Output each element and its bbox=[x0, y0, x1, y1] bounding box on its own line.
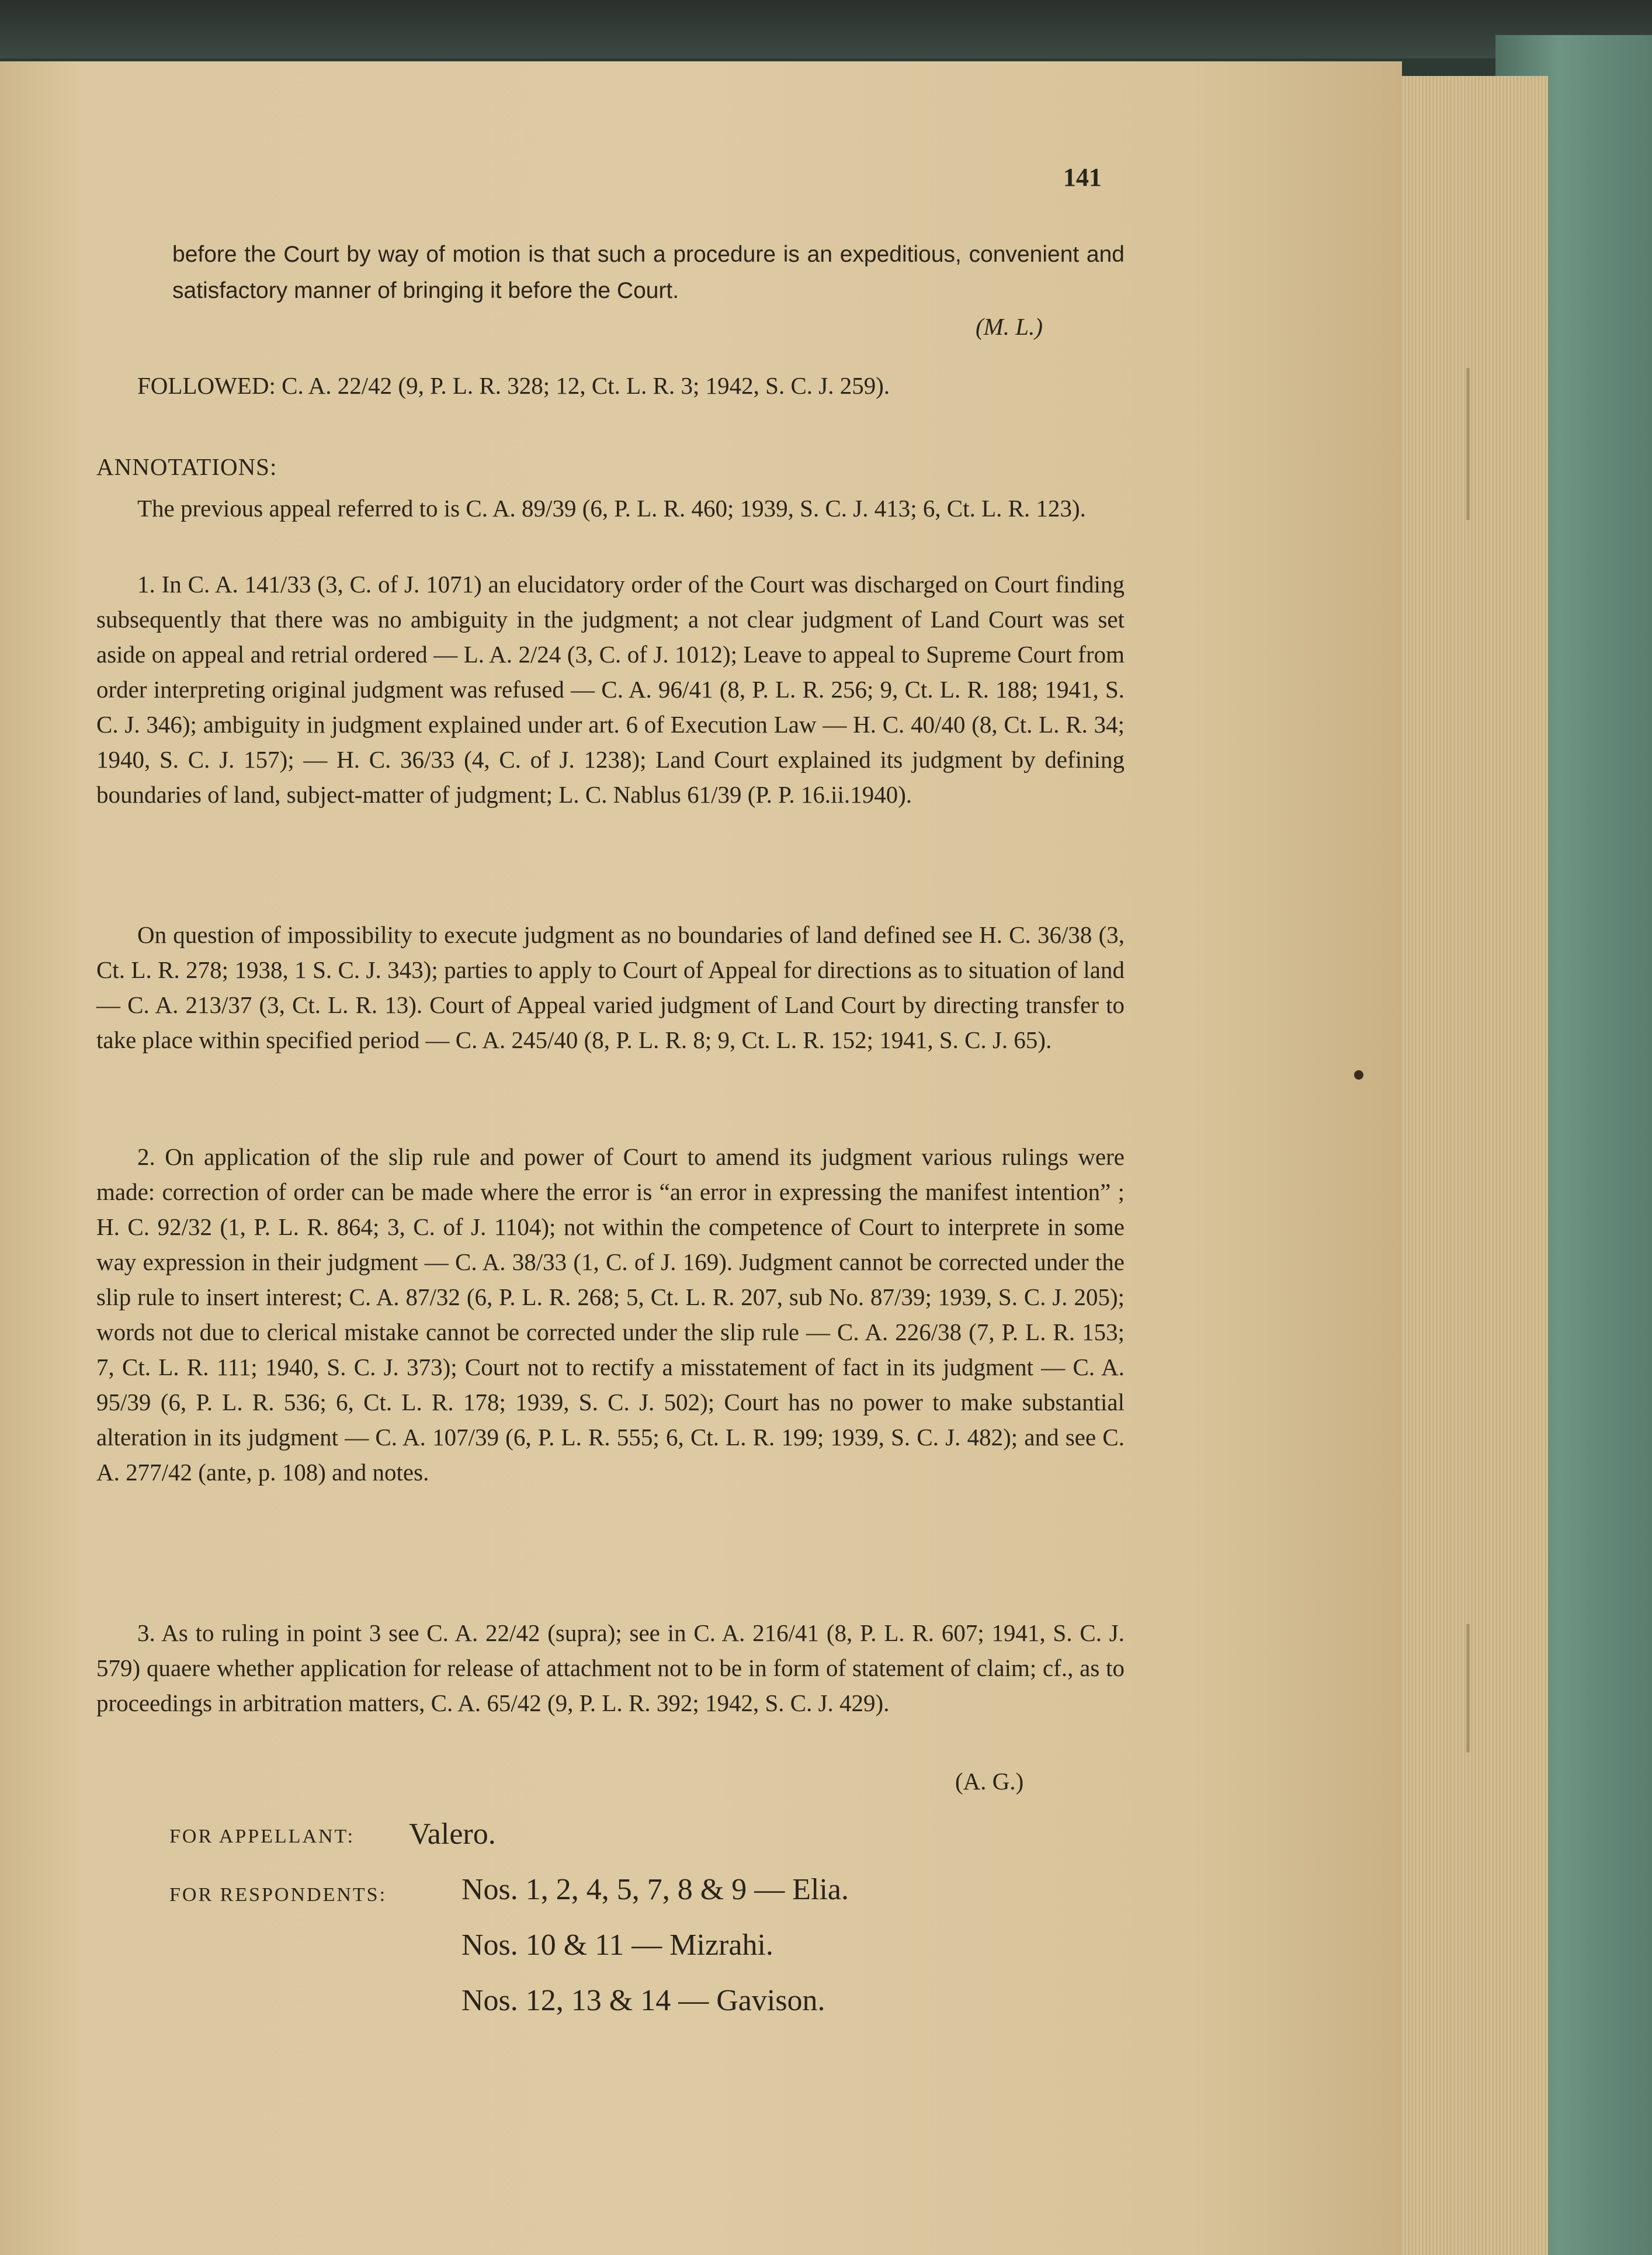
page-number: 141 bbox=[1063, 163, 1102, 192]
annotation-intro: The previous appeal referred to is C. A. 89/39 (6, P. L. R. 460; 1939, S. C. J. 413; 6, Ct. L. R. 123). bbox=[137, 495, 1086, 522]
paper-spot bbox=[1354, 1070, 1363, 1080]
followed-citation: FOLLOWED: C. A. 22/42 (9, P. L. R. 328; 12, Ct. L. R. 3; 1942, S. C. J. 259). bbox=[137, 372, 890, 399]
respondents-line: Nos. 10 & 11 — Mizrahi. bbox=[461, 1928, 773, 1962]
annotation-point-1: 1. In C. A. 141/33 (3, C. of J. 1071) an elucidatory order of the Court was discharged on Court finding subsequently that there was no ambiguity in the judgment; a not clear judgment of Land Court was set aside on appeal and retrial ordered — L. A. 2/24 (3, C. of J. 1012); Leave to appeal to Supreme Court from order interpreting original judgment was refused — C. A. 96/41 (8, P. L. R. 256; 9, Ct. L. R. 188; 1941, S. C. J. 346); ambiguity in judgment explained under art. 6 of Execution Law — H. C. 40/40 (8, Ct. L. R. 34; 1940, S. C. J. 157); — H. C. 36/33 (4, C. of J. 1238); Land Court explained its judgment by defining boundaries of land, subject-matter of judgment; L. C. Nablus 61/39 (P. P. 16.ii.1940). bbox=[96, 571, 1125, 808]
intro-initials: (M. L.) bbox=[976, 313, 1043, 340]
page-edge-mark bbox=[1466, 368, 1470, 520]
page-edges bbox=[1402, 76, 1548, 2255]
respondents-line: Nos. 1, 2, 4, 5, 7, 8 & 9 — Elia. bbox=[461, 1873, 849, 1906]
point-3-initials: (A. G.) bbox=[955, 1768, 1024, 1795]
appellant-name: Valero. bbox=[409, 1817, 496, 1851]
annotation-point-1-continued: On question of impossibility to execute judgment as no boundaries of land defined see H. C. 36/38 (3, Ct. L. R. 278; 1938, 1 S. C. J. 343); parties to apply to Court of Appeal for directions as to situation of land — C. A. 213/37 (3, Ct. L. R. 13). Court of Appeal varied judgment of Land Court by directing transfer to take place within specified period — C. A. 245/40 (8, P. L. R. 8; 9, Ct. L. R. 152; 1941, S. C. J. 65). bbox=[96, 921, 1125, 1053]
book-cover-top bbox=[0, 0, 1652, 58]
intro-paragraph: before the Court by way of motion is that such a procedure is an expeditious, convenient and satisfactory manner of bringing it before the Court. bbox=[172, 242, 1125, 303]
appellant-label: FOR APPELLANT: bbox=[169, 1826, 355, 1847]
annotations-heading: ANNOTATIONS: bbox=[96, 453, 277, 480]
respondents-label: FOR RESPONDENTS: bbox=[169, 1884, 387, 1906]
respondents-line: Nos. 12, 13 & 14 — Gavison. bbox=[461, 1984, 825, 2017]
annotation-point-3: 3. As to ruling in point 3 see C. A. 22/42 (supra); see in C. A. 216/41 (8, P. L. R. 607; 1941, S. C. J. 579) quaere whether application for release of attachment not to be in form of statement of claim; cf., as to proceedings in arbitration matters, C. A. 65/42 (9, P. L. R. 392; 1942, S. C. J. 429). bbox=[96, 1619, 1125, 1716]
page-edge-mark bbox=[1466, 1624, 1470, 1753]
annotation-point-2: 2. On application of the slip rule and power of Court to amend its judgment various rulings were made: correction of order can be made where the error is “an error in expressing the manifest intention” ; H. C. 92/32 (1, P. L. R. 864; 3, C. of J. 1104); not within the competence of Court to interprete in some way expression in their judgment — C. A. 38/33 (1, C. of J. 169). Judgment cannot be corrected under the slip rule to insert interest; C. A. 87/32 (6, P. L. R. 268; 5, Ct. L. R. 207, sub No. 87/39; 1939, S. C. J. 205); words not due to clerical mistake cannot be corrected under the slip rule — C. A. 226/38 (7, P. L. R. 153; 7, Ct. L. R. 111; 1940, S. C. J. 373); Court not to rectify a misstatement of fact in its judgment — C. A. 95/39 (6, P. L. R. 536; 6, Ct. L. R. 178; 1939, S. C. J. 502); Court has no power to make substantial alteration in its judgment — C. A. 107/39 (6, P. L. R. 555; 6, Ct. L. R. 199; 1939, S. C. J. 482); and see C. A. 277/42 (ante, p. 108) and notes. bbox=[96, 1143, 1125, 1486]
